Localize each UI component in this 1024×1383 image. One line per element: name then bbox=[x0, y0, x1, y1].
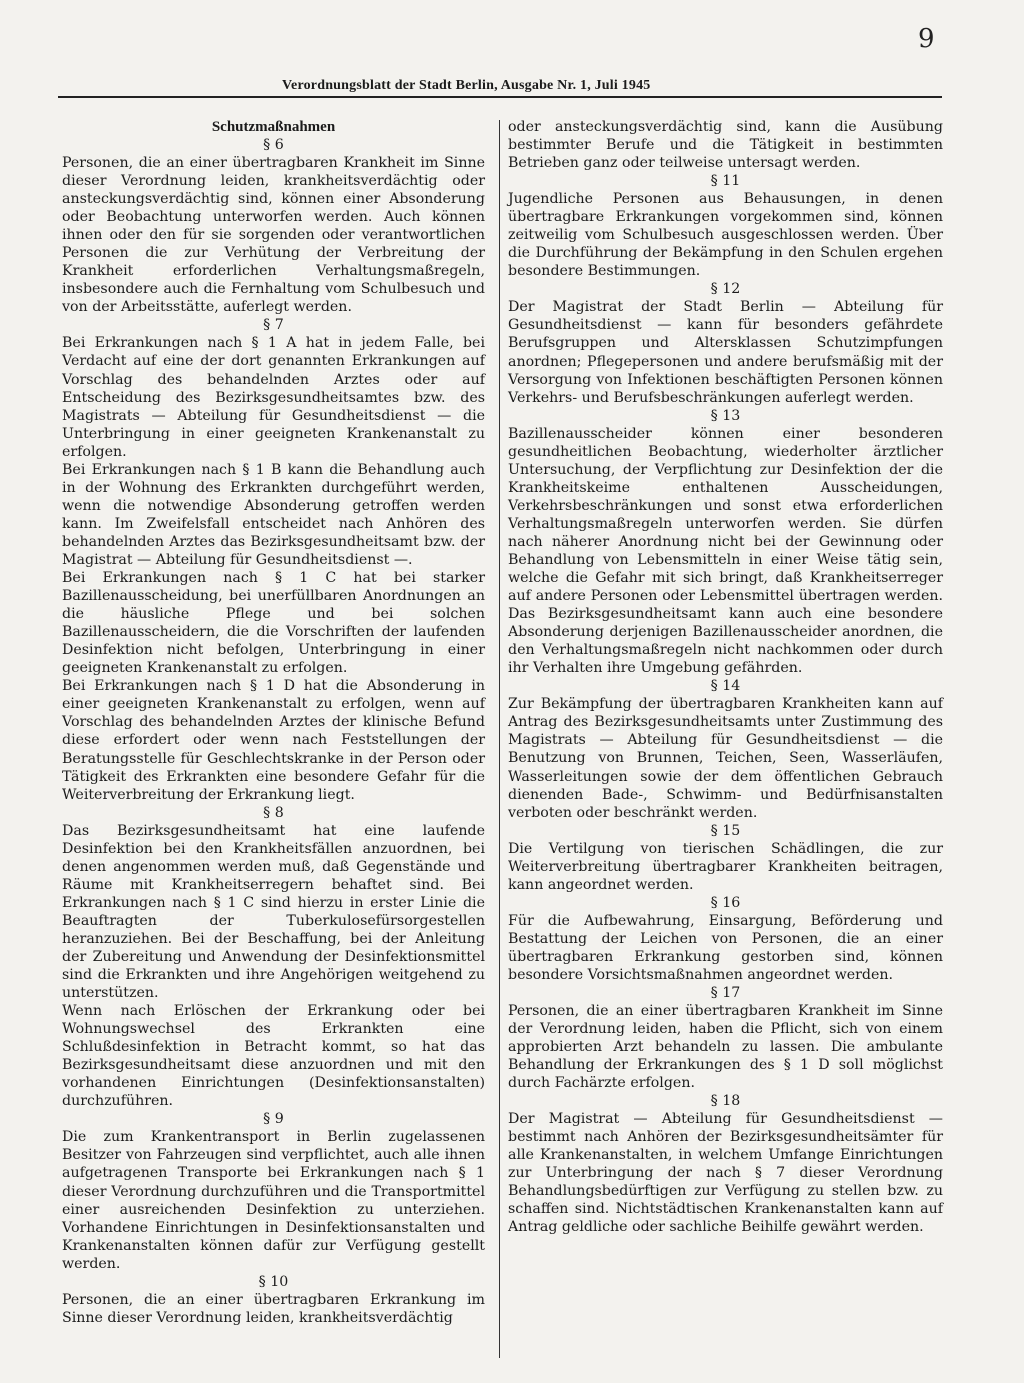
paragraph-number-15: § 15 bbox=[710, 822, 741, 839]
column-divider bbox=[499, 120, 500, 1358]
section-heading: Schutzmaßnahmen bbox=[211, 119, 336, 135]
paragraph-number-13: § 13 bbox=[710, 407, 741, 424]
paragraph-number-17: § 17 bbox=[710, 984, 741, 1001]
paragraph-6-text: Personen, die an einer übertragbaren Krankheit im Sinne dieser Verordnung leiden, krankheitsverdächtig oder ansteckungsverdächtig sind, können einer Absonderung oder Beobachtung unterworfen werden. Auch können ihnen oder den für sie sorgenden oder verantwortlichen Personen die zur Verhütung der Verbreitung der Krankheit erforderlichen Verhaltungsmaßregeln, insbesondere auch die Fernhaltung vom Schulbesuch und von der Arbeitsstätte, auferlegt werden. bbox=[62, 155, 485, 316]
paragraph-7-text-4: Bei Erkrankungen nach § 1 D hat die Absonderung in einer geeigneten Krankenanstalt zu erfolgen, wenn auf Vorschlag des behandelnden Arztes der klinische Befund diese erfordert oder wenn nach Feststellungen der Beratungsstelle für Geschlechtskranke in der Person oder Tätigkeit des Erkrankten eine besondere Gefahr für die Weiterverbreitung der Erkrankung liegt. bbox=[62, 678, 485, 803]
paragraph-number-11: § 11 bbox=[710, 173, 741, 190]
paragraph-number-9: § 9 bbox=[263, 1111, 284, 1128]
paragraph-10-text: Personen, die an einer übertragbaren Erkrankung im Sinne dieser Verordnung leiden, krankheitsverdächtig bbox=[62, 1291, 485, 1326]
paragraph-18-text: Der Magistrat — Abteilung für Gesundheitsdienst — bestimmt nach Anhören der Bezirksgesundheitsämter für alle Krankenanstalten, in welchem Umfange Einrichtungen zur Unterbringung der nach § 7 dieser Verordnung Behandlungsbedürftigen zur Verfügung zu stellen bzw. zu schaffen sind. Nichtstädtischen Krankenanstalten kann auf Antrag geldliche oder sachliche Beihilfe gewährt werden. bbox=[508, 1111, 943, 1236]
paragraph-15-text: Die Vertilgung von tierischen Schädlingen, die zur Weiterverbreitung übertragbarer Krankheiten beitragen, kann angeordnet werden. bbox=[508, 840, 943, 893]
running-header: Verordnungsblatt der Stadt Berlin, Ausgabe Nr. 1, Juli 1945 bbox=[282, 78, 651, 93]
paragraph-number-6: § 6 bbox=[263, 137, 284, 153]
paragraph-13-text: Bazillenausscheider können einer besonderen gesundheitlichen Beobachtung, wiederholter ärztlicher Untersuchung, der Verpflichtung zur Desinfektion der die Krankheitskeime enthaltenen Ausscheidungen, Verkehrsbeschränkungen und sonst etwa erforderlichen Verhaltungsmaßregeln unterworfen werden. Sie dürfen nach näherer Anordnung nicht bei der Gewinnung oder Behandlung von Lebensmitteln in einer Weise tätig sein, welche die Gefahr mit sich bringt, daß Krankheitserreger auf andere Personen oder Lebensmittel übertragen werden. Das Bezirksgesundheitsamt kann auch eine besondere Absonderung derjenigen Bazillenausscheider anordnen, die den Verhaltungsmaßregeln nicht nachkommen oder durch ihr Verhalten ihre Umgebung gefährden. bbox=[508, 425, 943, 677]
right-column bbox=[508, 118, 943, 1237]
paragraph-16-text: Für die Aufbewahrung, Einsargung, Beförderung und Bestattung der Leichen von Personen, die an einer übertragbaren Erkrankung gestorben sind, können besondere Vorsichtsmaßnahmen angeordnet werden. bbox=[508, 912, 943, 983]
paragraph-number-14: § 14 bbox=[710, 678, 741, 695]
paragraph-8-text-2: Wenn nach Erlöschen der Erkrankung oder bei Wohnungswechsel des Erkrankten eine Schlußdesinfektion in Betracht kommt, so hat das Bezirksgesundheitsamt diese anzuordnen und mit den vorhandenen Einrichtungen (Desinfektionsanstalten) durchzuführen. bbox=[62, 1003, 485, 1110]
paragraph-number-10: § 10 bbox=[258, 1273, 289, 1290]
paragraph-17-text: Personen, die an einer übertragbaren Krankheit im Sinne der Verordnung leiden, haben die Pflicht, sich von einem approbierten Arzt behandeln zu lassen. Die ambulante Behandlung der Erkrankungen des § 1 D soll möglichst durch Fachärzte erfolgen. bbox=[508, 1002, 943, 1092]
paragraph-12-text: Der Magistrat der Stadt Berlin — Abteilung für Gesundheitsdienst — kann für besonders gefährdete Berufsgruppen und Altersklassen Schutzimpfungen anordnen; Pflegepersonen und andere berufsmäßig mit der Versorgung von Infektionen beschäftigten Personen können Verkehrs- und Berufsbeschränkungen auferlegt werden. bbox=[508, 299, 943, 406]
paragraph-11-text: Jugendliche Personen aus Behausungen, in denen übertragbare Erkrankungen vorgekommen sind, können zeitweilig vom Schulbesuch ausgeschlossen werden. Über die Durchführung der Bekämpfung in den Schulen ergehen besondere Bestimmungen. bbox=[508, 191, 943, 280]
paragraph-number-12: § 12 bbox=[710, 281, 741, 298]
paragraph-7-text-3: Bei Erkrankungen nach § 1 C hat bei starker Bazillenausscheidung, bei unerfüllbaren Anordnungen an die häusliche Pflege und bei solchen Bazillenausscheidern, die die Vorschriften der laufenden Desinfektion nicht befolgen, Unterbringung in einer geeigneten Krankenanstalt zu erfolgen. bbox=[62, 570, 485, 677]
paragraph-number-7: § 7 bbox=[263, 317, 284, 334]
paragraph-9-text: Die zum Krankentransport in Berlin zugelassenen Besitzer von Fahrzeugen sind verpflichtet, auch alle ihnen aufgetragenen Transporte bei Erkrankungen nach § 1 dieser Verordnung durchzuführen und die Transportmittel einer ausreichenden Desinfektion zu unterziehen. Vorhandene Einrichtungen in Desinfektionsanstalten und Krankenanstalten können dafür zur Verfügung gestellt werden. bbox=[62, 1129, 485, 1272]
paragraph-10-continued: oder ansteckungsverdächtig sind, kann die Ausübung bestimmter Berufe und die Tätigkeit in bestimmten Betrieben ganz oder teilweise untersagt werden. bbox=[508, 119, 943, 172]
paragraph-number-8: § 8 bbox=[263, 804, 284, 821]
paragraph-number-18: § 18 bbox=[710, 1093, 741, 1110]
paragraph-7-text-1: Bei Erkrankungen nach § 1 A hat in jedem Falle, bei Verdacht auf eine der dort genannten Erkrankungen auf Vorschlag des behandelnden Arztes oder auf Entscheidung des Bezirksgesundheitsamtes bzw. des Magistrats — Abteilung für Gesundheitsdienst — die Unterbringung in einer geeigneten Krankenanstalt zu erfolgen. bbox=[62, 335, 485, 460]
paragraph-14-text: Zur Bekämpfung der übertragbaren Krankheiten kann auf Antrag des Bezirksgesundheitsamts unter Zustimmung des Magistrats — Abteilung für Gesundheitsdienst — die Benutzung von Brunnen, Teichen, Seen, Wasserläufen, Wasserleitungen sowie der dem öffentlichen Gebrauch dienenden Bade-, Schwimm- und Bedürfnisanstalten verboten oder beschränkt werden. bbox=[508, 696, 943, 821]
header-rule bbox=[58, 96, 942, 98]
left-column bbox=[62, 118, 485, 1327]
paragraph-number-16: § 16 bbox=[710, 894, 741, 911]
paragraph-7-text-2: Bei Erkrankungen nach § 1 B kann die Behandlung auch in der Wohnung des Erkrankten durchgeführt werden, wenn die notwendige Absonderung getroffen werden kann. Im Zweifelsfall entscheidet nach Anhören des behandelnden Arztes das Bezirksgesundheitsamt bzw. der Magistrat — Abteilung für Gesundheitsdienst —. bbox=[62, 461, 485, 568]
paragraph-8-text-1: Das Bezirksgesundheitsamt hat eine laufende Desinfektion bei den Krankheitsfällen anzuordnen, bei denen angenommen werden muß, daß Gegenstände und Räume mit Krankheitserregern behaftet sind. Bei Erkrankungen nach § 1 C sind hierzu in erster Linie die Beauftragten der Tuberkulosefürsorgestellen heranzuziehen. Bei der Beschaffung, bei der Anleitung der Zubereitung und Anwendung der Desinfektionsmittel sind die Erkrankten und ihre Angehörigen weitgehend zu unterstützen. bbox=[62, 822, 485, 1002]
page-number: 9 bbox=[918, 24, 935, 54]
